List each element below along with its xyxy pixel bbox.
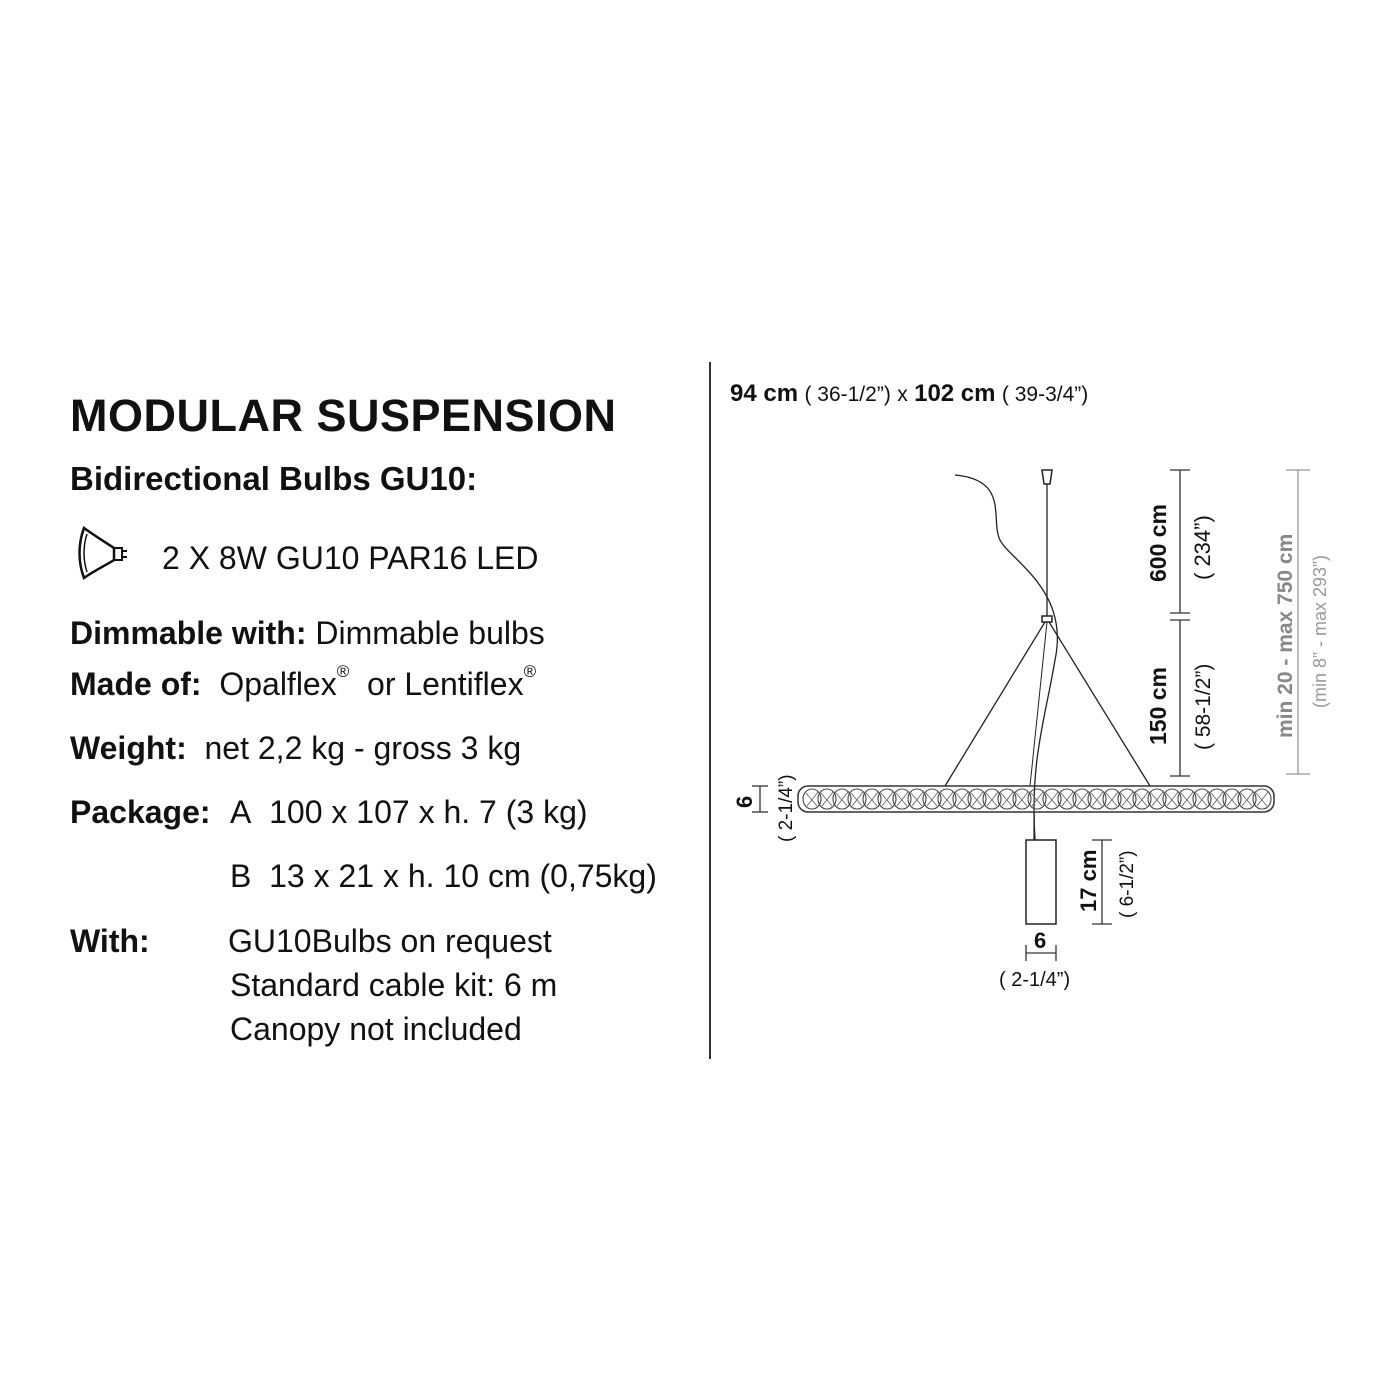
- registered-mark: ®: [523, 662, 537, 681]
- cable-length-in: ( 234”): [1190, 515, 1215, 580]
- material-opalflex: Opalflex: [219, 666, 337, 702]
- made-of-label: Made of:: [70, 666, 202, 702]
- ring-module-detail: [881, 792, 893, 806]
- material-lentiflex: or Lentiflex: [367, 666, 524, 702]
- lamp-body: [1026, 840, 1056, 924]
- cable-junction: [1042, 616, 1052, 622]
- ring-module-detail: [1106, 792, 1118, 806]
- bulb-spec: 2 X 8W GU10 PAR16 LED: [162, 540, 539, 576]
- length-in: ( 39-3/4”): [1001, 383, 1089, 406]
- ring-module-detail: [851, 792, 863, 806]
- ring-module-detail: [956, 792, 968, 806]
- with-label: With:: [70, 923, 150, 959]
- with-line-3: Canopy not included: [230, 1011, 522, 1047]
- ring-module-detail: [1226, 792, 1238, 806]
- package-b-value: 13 x 21 x h. 10 cm (0,75kg): [269, 858, 657, 894]
- ring-module-detail: [1241, 792, 1253, 806]
- length-cm: 102 cm: [914, 380, 996, 407]
- ring-module-detail: [1121, 792, 1133, 806]
- ring-module-detail: [1016, 792, 1028, 806]
- ring-height-cm: 6: [732, 795, 757, 808]
- package-a-value: 100 x 107 x h. 7 (3 kg): [269, 794, 588, 830]
- weight-value: net 2,2 kg - gross 3 kg: [204, 730, 522, 766]
- ring-module-detail: [1046, 792, 1058, 806]
- drop-length-in: ( 58-1/2”): [1192, 663, 1215, 750]
- width-in: ( 36-1/2”): [804, 383, 891, 406]
- total-length-cm: min 20 - max 750 cm: [1274, 533, 1297, 738]
- support-wire-right: [1049, 622, 1150, 786]
- ring-module-detail: [1001, 792, 1013, 806]
- page-title: MODULAR SUSPENSION: [70, 390, 617, 441]
- support-wire-left: [945, 622, 1045, 786]
- ring-module-detail: [1256, 792, 1268, 806]
- ring-module-detail: [941, 792, 953, 806]
- dimmable-label: Dimmable with:: [70, 615, 307, 651]
- page-subtitle: Bidirectional Bulbs GU10:: [70, 460, 478, 497]
- ring-module-detail: [836, 792, 848, 806]
- ring-module-detail: [1091, 792, 1103, 806]
- ring-module-detail: [1061, 792, 1073, 806]
- with-line-1: GU10Bulbs on request: [228, 923, 552, 959]
- ring-module-detail: [806, 792, 818, 806]
- ring-module-detail: [1166, 792, 1178, 806]
- times-sign: x: [897, 383, 908, 406]
- body-width-cm: 6: [1034, 928, 1047, 953]
- ring-height-in: ( 2-1/4”): [776, 774, 797, 842]
- support-wire-center: [1030, 622, 1047, 786]
- modular-ring: [798, 786, 1274, 812]
- ring-module-detail: [971, 792, 983, 806]
- package-b-letter: B: [230, 858, 252, 894]
- total-length-in: (min 8” - max 293”): [1310, 554, 1330, 708]
- body-height-in: ( 6-1/2”): [1117, 850, 1138, 918]
- ring-module-detail: [1136, 792, 1148, 806]
- registered-mark: ®: [336, 662, 350, 681]
- weight-label: Weight:: [70, 730, 187, 766]
- width-cm: 94 cm: [730, 380, 799, 407]
- ring-module-detail: [1151, 792, 1163, 806]
- ring-module-detail: [1196, 792, 1208, 806]
- drop-length-cm: 150 cm: [1145, 666, 1171, 745]
- dimmable-value: Dimmable bulbs: [315, 615, 545, 651]
- ring-module-detail: [1031, 792, 1043, 806]
- ring-module-detail: [1076, 792, 1088, 806]
- ring-module-detail: [821, 792, 833, 806]
- ring-module-detail: [1181, 792, 1193, 806]
- body-height-cm: 17 cm: [1076, 849, 1101, 912]
- with-line-2: Standard cable kit: 6 m: [230, 967, 558, 1003]
- cable-length-cm: 600 cm: [1145, 503, 1171, 582]
- package-a-letter: A: [230, 794, 252, 830]
- ring-module-detail: [896, 792, 908, 806]
- package-label: Package:: [70, 794, 211, 830]
- body-width-in: ( 2-1/4”): [999, 969, 1071, 991]
- ring-module-detail: [986, 792, 998, 806]
- ring-module-detail: [1211, 792, 1223, 806]
- ring-module-detail: [911, 792, 923, 806]
- canopy: [1042, 470, 1052, 484]
- ring-module-detail: [926, 792, 938, 806]
- ring-module-detail: [866, 792, 878, 806]
